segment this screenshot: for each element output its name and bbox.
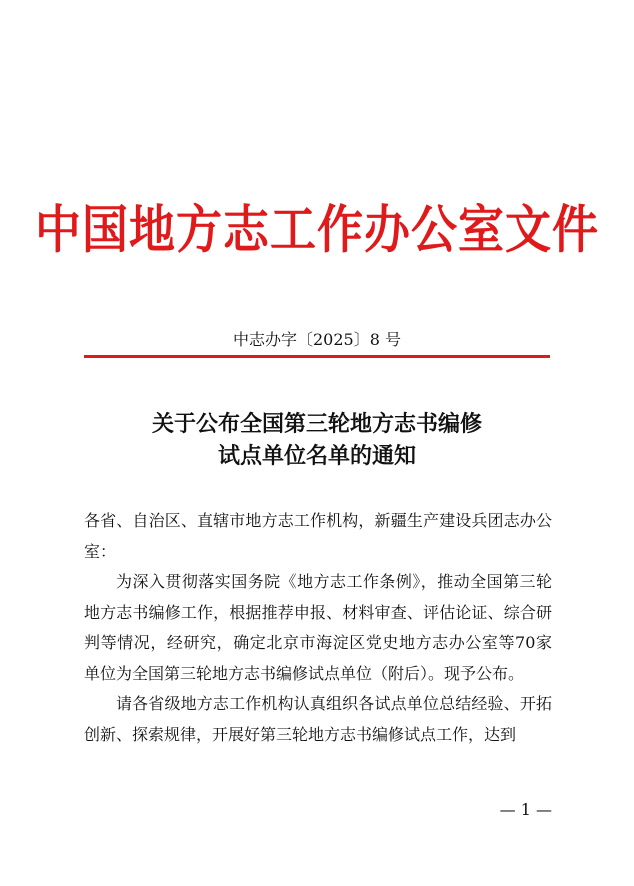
red-header-title: 中国地方志工作办公室文件 xyxy=(35,199,599,260)
notice-body xyxy=(84,506,552,750)
notice-title-line-1: 关于公布全国第三轮地方志书编修 xyxy=(151,411,482,437)
body-paragraph-1: 为深入贯彻落实国务院《地方志工作条例》，推动全国第三轮地方志书编修工作，根据推荐申报、材料审查、评估论证、综合研判等情况，经研究，确定北京市海淀区党史地方志办公室等70家单位为全国第三轮地方志书编修试点单位（附后）。现予公布。 xyxy=(84,572,552,683)
addressee: 各省、自治区、直辖市地方志工作机构，新疆生产建设兵团志办公室： xyxy=(84,511,552,561)
page-number: — 1 — xyxy=(499,800,552,819)
document-number: 中志办字〔2025〕8 号 xyxy=(233,330,401,349)
notice-title-line-2: 试点单位名单的通知 xyxy=(217,443,416,469)
red-separator-line xyxy=(84,355,550,358)
notice-title xyxy=(0,408,634,472)
body-paragraph-2: 请各省级地方志工作机构认真组织各试点单位总结经验、开拓创新、探索规律，开展好第三轮地方志书编修试点工作，达到 xyxy=(84,694,552,744)
